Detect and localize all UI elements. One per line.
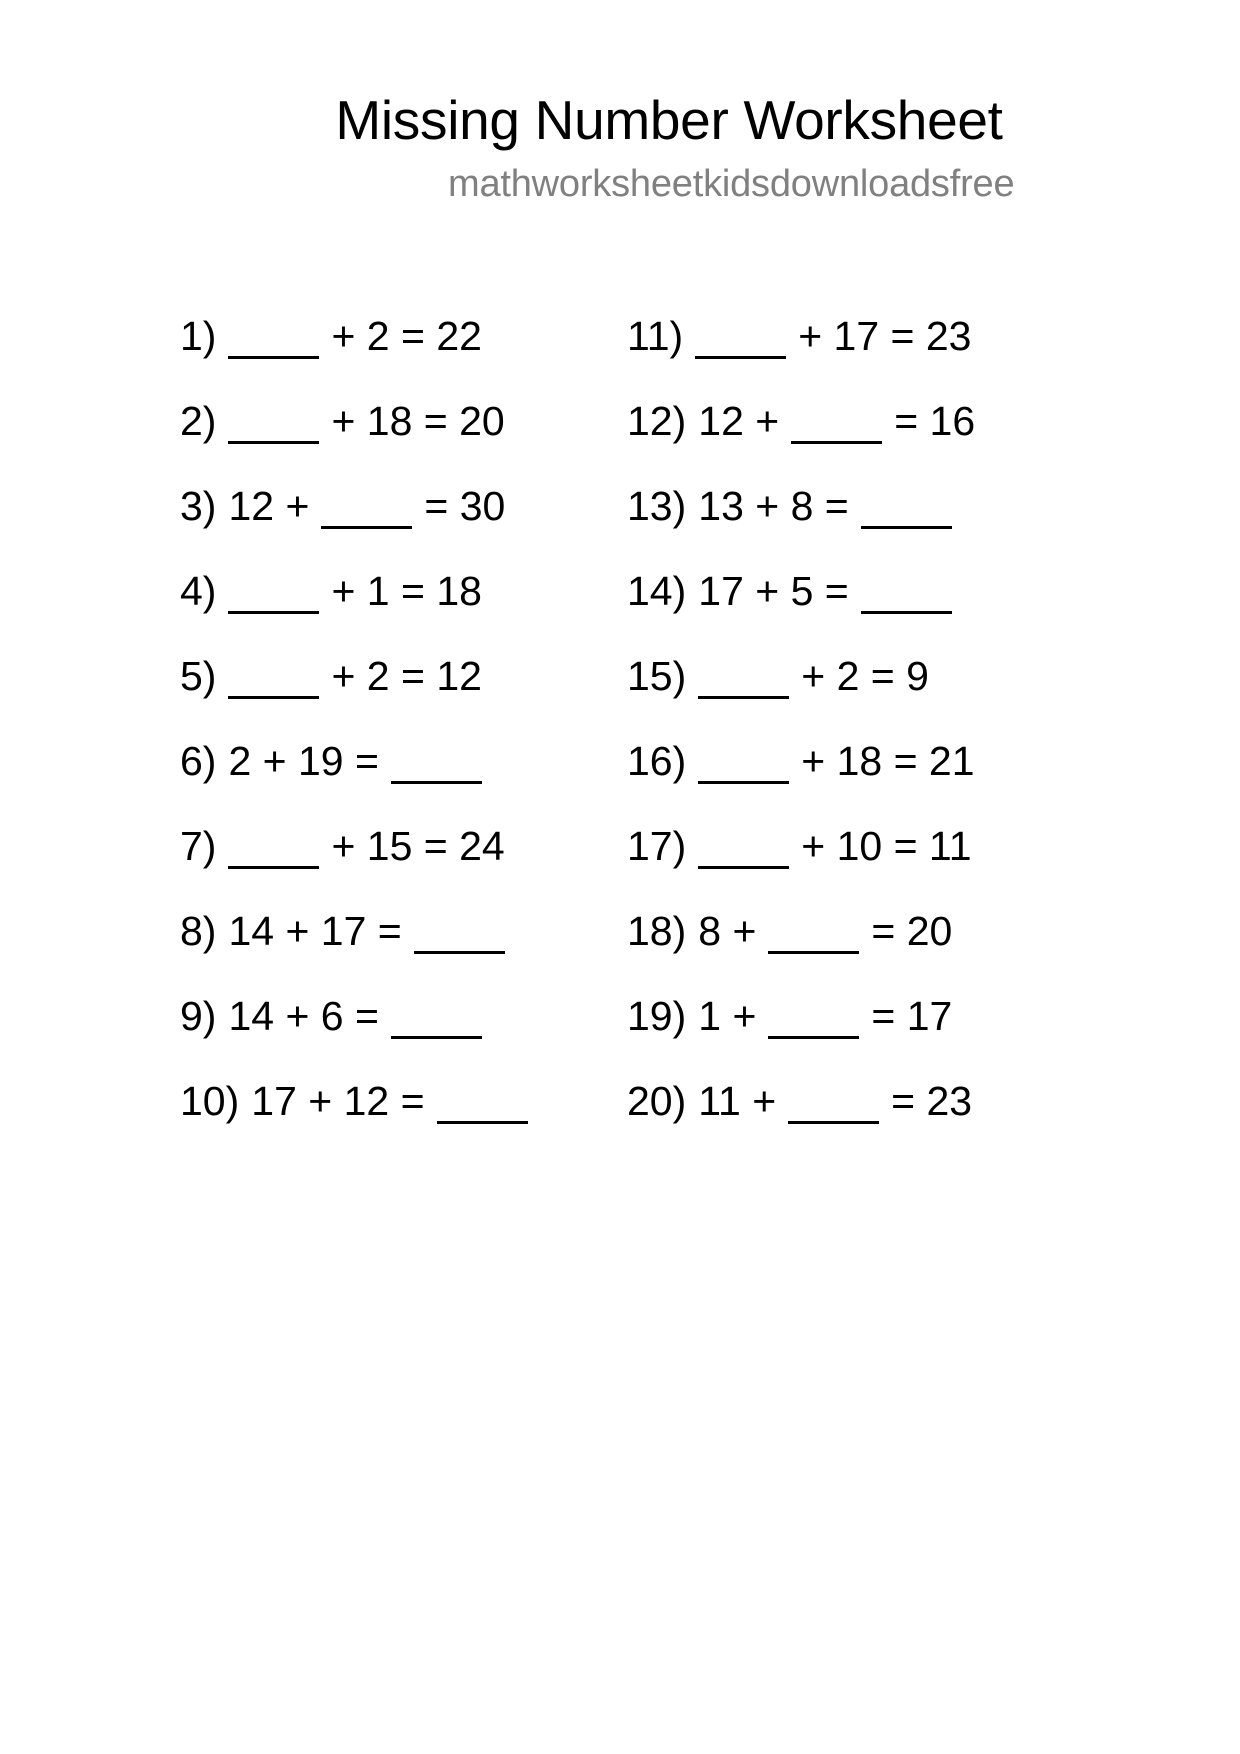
expression-before-blank: 12 +: [698, 398, 780, 444]
problem-item: [627, 397, 975, 482]
answer-blank[interactable]: [321, 482, 412, 529]
problem-item: [627, 907, 975, 992]
expression-after-blank: + 18 = 20: [331, 398, 505, 444]
problem-item: [627, 822, 975, 907]
answer-blank[interactable]: [391, 992, 482, 1039]
problem-item: [180, 567, 528, 652]
problem-item: [627, 1077, 975, 1162]
expression-after-blank: + 17 = 23: [798, 313, 972, 359]
problem-item: [180, 822, 528, 907]
problem-number: 8): [180, 908, 217, 954]
problem-number: 6): [180, 738, 217, 784]
problem-number: 11): [627, 313, 684, 359]
problem-number: 15): [627, 653, 687, 699]
expression-before-blank: 12 +: [228, 483, 310, 529]
answer-blank[interactable]: [698, 652, 789, 699]
expression-after-blank: + 15 = 24: [331, 823, 505, 869]
answer-blank[interactable]: [437, 1077, 528, 1124]
problem-number: 12): [627, 398, 687, 444]
problem-number: 10): [180, 1078, 240, 1124]
problem-number: 1): [180, 313, 217, 359]
problem-column-right: [627, 312, 975, 1162]
problem-number: 4): [180, 568, 217, 614]
problem-number: 7): [180, 823, 217, 869]
problem-item: [180, 312, 528, 397]
problem-item: [627, 482, 975, 567]
problem-item: [180, 482, 528, 567]
problem-item: [180, 992, 528, 1077]
problem-item: [180, 907, 528, 992]
answer-blank[interactable]: [791, 397, 882, 444]
problem-number: 17): [627, 823, 687, 869]
problem-number: 20): [627, 1078, 687, 1124]
expression-before-blank: 1 +: [698, 993, 757, 1039]
answer-blank[interactable]: [861, 567, 952, 614]
answer-blank[interactable]: [768, 992, 859, 1039]
problem-item: [627, 567, 975, 652]
answer-blank[interactable]: [228, 312, 319, 359]
problem-item: [180, 1077, 528, 1162]
answer-blank[interactable]: [861, 482, 952, 529]
problem-number: 9): [180, 993, 217, 1039]
problem-number: 3): [180, 483, 217, 529]
expression-after-blank: + 2 = 9: [801, 653, 929, 699]
problem-number: 16): [627, 738, 687, 784]
problem-item: [180, 737, 528, 822]
expression-after-blank: = 20: [871, 908, 953, 954]
expression-before-blank: 11 +: [698, 1078, 777, 1124]
problem-item: [627, 312, 975, 397]
answer-blank[interactable]: [391, 737, 482, 784]
expression-after-blank: = 30: [424, 483, 506, 529]
problem-number: 18): [627, 908, 687, 954]
expression-after-blank: = 16: [894, 398, 976, 444]
problem-item: [180, 397, 528, 482]
problem-number: 5): [180, 653, 217, 699]
expression-before-blank: 8 +: [698, 908, 757, 954]
problem-number: 13): [627, 483, 687, 529]
expression-after-blank: + 1 = 18: [331, 568, 482, 614]
answer-blank[interactable]: [695, 312, 786, 359]
answer-blank[interactable]: [228, 822, 319, 869]
problem-item: [627, 992, 975, 1077]
problem-column-left: [180, 312, 528, 1162]
expression-after-blank: = 17: [871, 993, 953, 1039]
expression-before-blank: 17 + 12 =: [251, 1078, 425, 1124]
problem-number: 14): [627, 568, 687, 614]
answer-blank[interactable]: [698, 737, 789, 784]
problem-item: [627, 652, 975, 737]
expression-after-blank: = 23: [891, 1078, 973, 1124]
site-watermark: mathworksheetkidsdownloadsfree: [448, 163, 1015, 205]
answer-blank[interactable]: [228, 397, 319, 444]
expression-before-blank: 13 + 8 =: [698, 483, 849, 529]
answer-blank[interactable]: [414, 907, 505, 954]
expression-before-blank: 14 + 17 =: [228, 908, 402, 954]
answer-blank[interactable]: [228, 567, 319, 614]
expression-before-blank: 17 + 5 =: [698, 568, 849, 614]
problem-item: [627, 737, 975, 822]
expression-before-blank: 14 + 6 =: [228, 993, 379, 1039]
page-title: Missing Number Worksheet: [335, 89, 1003, 151]
answer-blank[interactable]: [228, 652, 319, 699]
answer-blank[interactable]: [768, 907, 859, 954]
problem-item: [180, 652, 528, 737]
expression-after-blank: + 2 = 12: [331, 653, 482, 699]
answer-blank[interactable]: [788, 1077, 879, 1124]
problem-number: 19): [627, 993, 687, 1039]
expression-after-blank: + 10 = 11: [801, 823, 972, 869]
answer-blank[interactable]: [698, 822, 789, 869]
expression-before-blank: 2 + 19 =: [228, 738, 379, 784]
problem-number: 2): [180, 398, 217, 444]
expression-after-blank: + 2 = 22: [331, 313, 482, 359]
expression-after-blank: + 18 = 21: [801, 738, 975, 784]
